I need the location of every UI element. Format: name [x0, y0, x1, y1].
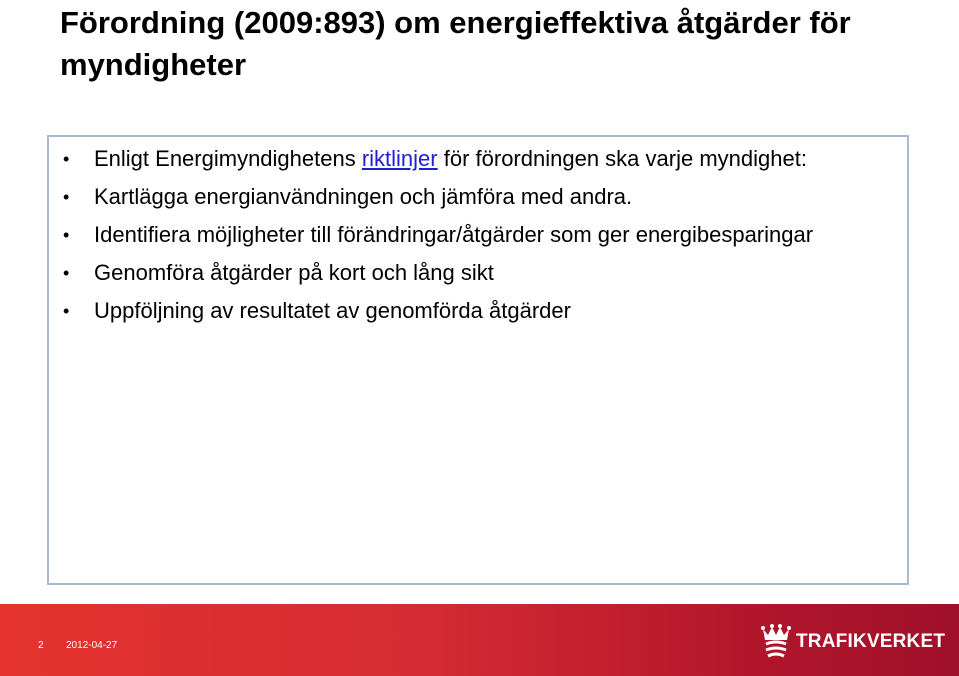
crown-icon	[758, 621, 794, 663]
page-number: 2	[38, 640, 44, 651]
bullet-item	[49, 258, 907, 288]
bullet-item	[49, 144, 907, 174]
bullet-list	[49, 144, 907, 334]
riktlinjer-link[interactable]: riktlinjer	[361, 146, 438, 171]
bullet-text: Genomföra åtgärder på kort och lång sikt	[94, 260, 494, 285]
bullet-icon: •	[63, 149, 70, 169]
bullet-text: för förordningen ska varje myndighet:	[437, 146, 807, 171]
logo-text: TRAFIKVERKET	[796, 631, 946, 652]
bullet-item	[49, 182, 907, 212]
bullet-icon: •	[63, 301, 70, 321]
bullet-item	[49, 296, 907, 326]
bullet-text: Enligt Energimyndighetens	[94, 146, 362, 171]
bullet-item	[49, 220, 907, 250]
bullet-text: Kartlägga energianvändningen och jämföra med andra.	[94, 184, 633, 209]
content-box	[47, 135, 909, 585]
footer-date: 2012-04-27	[66, 640, 118, 651]
slide-title: Förordning (2009:893) om energieffektiva åtgärder för myndigheter	[60, 5, 851, 82]
trafikverket-logo	[758, 620, 945, 664]
bullet-icon: •	[63, 187, 70, 207]
bullet-icon: •	[63, 263, 70, 283]
footer-bar	[0, 604, 959, 676]
bullet-icon: •	[63, 225, 70, 245]
bullet-text: Identifiera möjligheter till förändringar/åtgärder som ger energibesparingar	[94, 222, 814, 247]
bullet-text: Uppföljning av resultatet av genomförda åtgärder	[94, 298, 571, 323]
